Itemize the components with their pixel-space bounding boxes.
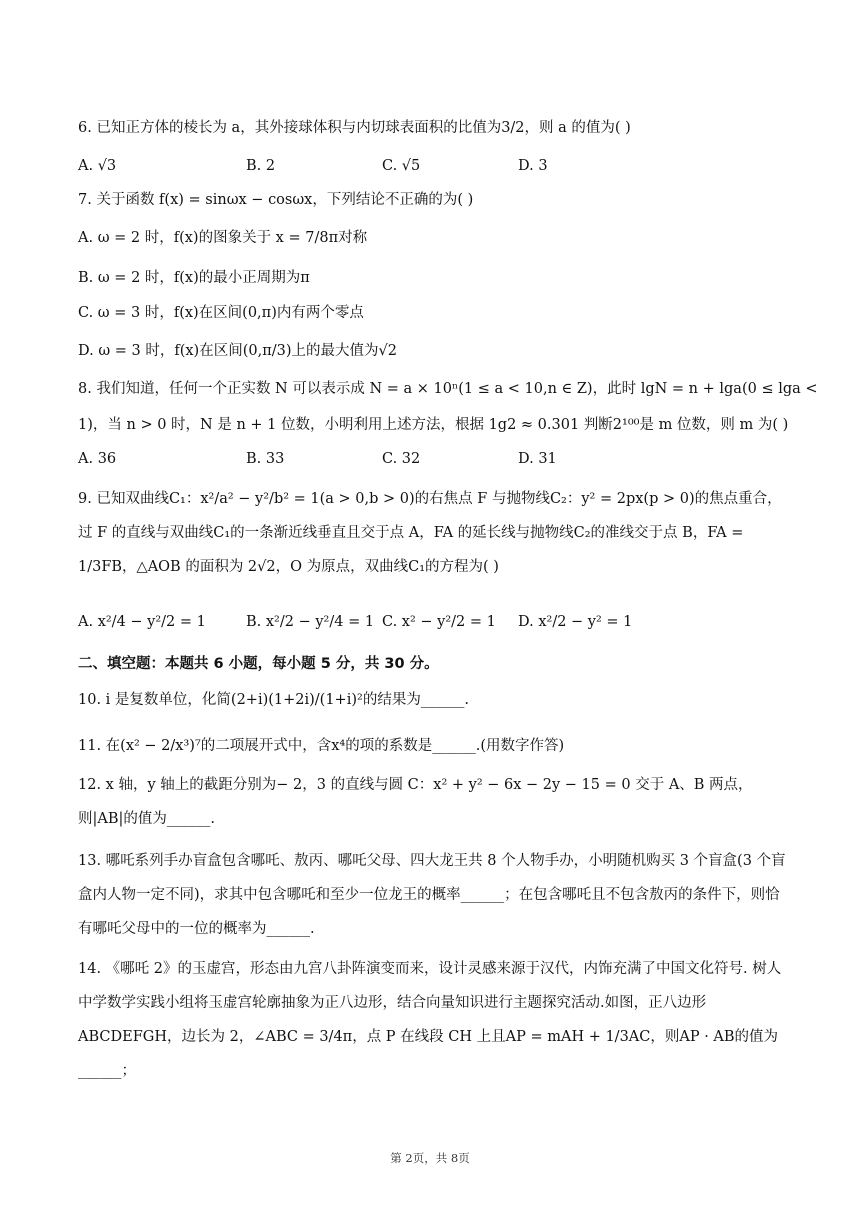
option-a: A. x²/4 − y²/2 = 1 <box>78 614 206 630</box>
question-13: 13. 哪吒系列手办盲盒包含哪吒、敖丙、哪吒父母、四大龙王共 8 个人物手办，小明随机购买 3 个盲盒(3 个盲盒内人物一定不同)，求其中包含哪吒和至少一位龙王的概率______；在包含哪吒且不包含敖丙的条件下，则恰有哪吒父母中的一位的概率为______. <box>78 853 786 937</box>
option-a: A. 36 <box>78 451 117 467</box>
page-number: 第 2页，共 8页 <box>390 1151 470 1165</box>
question-7-option-d: D. ω = 3 时，f(x)在区间(0,π/3)上的最大值为√2 <box>78 343 397 359</box>
option-d: D. 31 <box>518 451 557 467</box>
option-b: B. x²/2 − y²/4 = 1 <box>246 614 375 630</box>
option-d: D. 3 <box>518 158 548 174</box>
option-b: B. 2 <box>246 158 276 174</box>
question-11: 11. 在(x² − 2/x³)⁷的二项展开式中，含x⁴的项的系数是______.(用数字作答) <box>78 738 565 754</box>
option-a: A. √3 <box>78 158 117 174</box>
section-heading: 二、填空题：本题共 6 小题，每小题 5 分，共 30 分。 <box>78 656 439 672</box>
question-12: 12. x 轴，y 轴上的截距分别为− 2，3 的直线与圆 C：x² + y² − 6x − 2y − 15 = 0 交于 A、B 两点，则|AB|的值为______. <box>78 777 753 827</box>
question-8-stem-line2: 1)，当 n > 0 时，N 是 n + 1 位数，小明利用上述方法，根据 1g2 ≈ 0.301 判断2¹⁰⁰是 m 位数，则 m 为( ) <box>78 417 789 433</box>
question-7-option-a: A. ω = 2 时，f(x)的图象关于 x = 7/8π对称 <box>78 230 368 246</box>
option-c: C. 32 <box>382 451 421 467</box>
question-8-options <box>78 451 778 471</box>
question-6-stem: 6. 已知正方体的棱长为 a，其外接球体积与内切球表面积的比值为3/2，则 a 的值为( ) <box>78 120 631 136</box>
question-7-option-c: C. ω = 3 时，f(x)在区间(0,π)内有两个零点 <box>78 305 364 321</box>
option-c: C. x² − y²/2 = 1 <box>382 614 496 630</box>
question-14: 14. 《哪吒 2》的玉虚宫，形态由九宫八卦阵演变而来，设计灵感来源于汉代，内饰充满了中国文化符号. 树人中学数学实践小组将玉虚宫轮廓抽象为正八边形，结合向量知识进行主题探究活动.如图，正八边形 ABCDEFGH，边长为 2，∠ABC = 3/4π，点 P 在线段 CH 上且AP = mAH + 1/3AC，则AP · AB的值为______； <box>78 961 782 1079</box>
option-d: D. x²/2 − y² = 1 <box>518 614 633 630</box>
option-b: B. 33 <box>246 451 285 467</box>
question-10: 10. i 是复数单位，化简(2+i)(1+2i)/(1+i)²的结果为______. <box>78 692 469 708</box>
question-9-options <box>78 614 778 634</box>
option-c: C. √5 <box>382 158 421 174</box>
question-6-options <box>78 158 778 178</box>
question-8-stem-line1: 8. 我们知道，任何一个正实数 N 可以表示成 N = a × 10ⁿ(1 ≤ a < 10,n ∈ Z)，此时 lgN = n + lga(0 ≤ lga < <box>78 381 818 397</box>
question-7-option-b: B. ω = 2 时，f(x)的最小正周期为π <box>78 270 310 286</box>
question-9-stem: 9. 已知双曲线C₁：x²/a² − y²/b² = 1(a > 0,b > 0)的右焦点 F 与抛物线C₂：y² = 2px(p > 0)的焦点重合，过 F 的直线与双曲线C₁的一条渐近线垂直且交于点 A，FA 的延长线与抛物线C₂的准线交于点 B，FA = 1/3FB，△AOB 的面积为 2√2，O 为原点，双曲线C₁的方程为( ) <box>78 491 782 575</box>
question-7-stem: 7. 关于函数 f(x) = sinωx − cosωx，下列结论不正确的为( ) <box>78 192 474 208</box>
